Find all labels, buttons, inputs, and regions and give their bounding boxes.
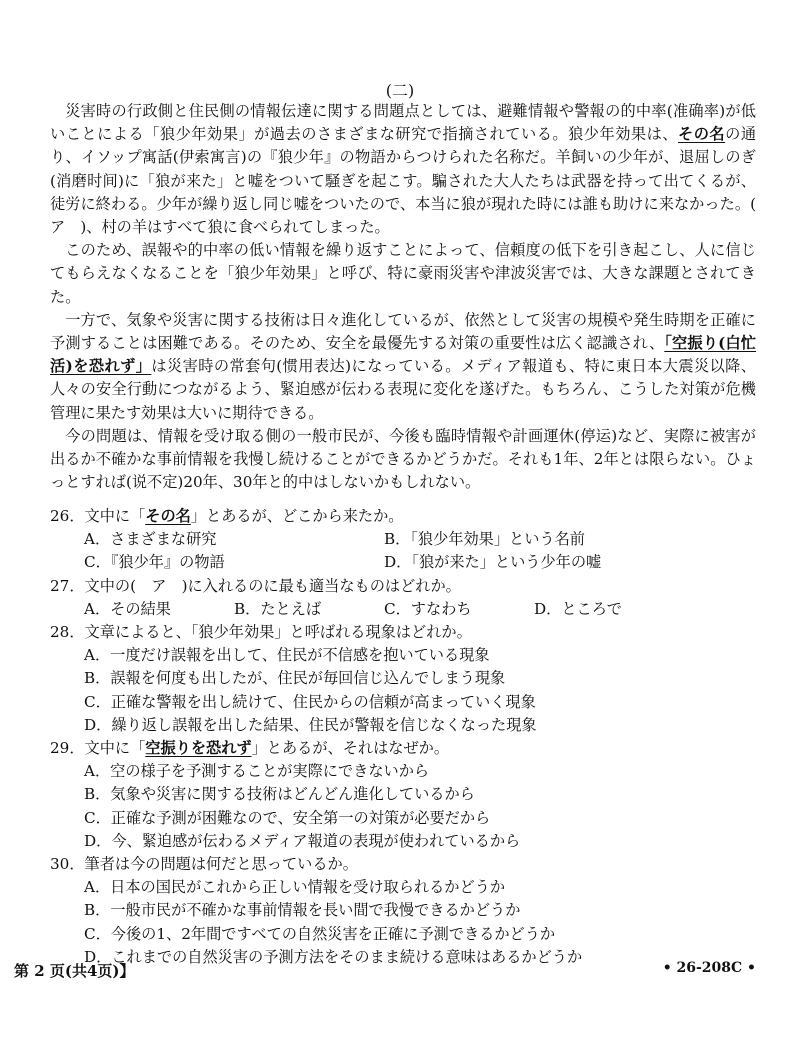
stem-underlined: 空振りを恐れず — [145, 739, 252, 758]
passage-text: 一方で、気象や災害に関する技術は日々進化しているが、依然として災害の規模や発生時期を正確に予測することは困難である。そのため、安全を最優先する対策の重要性は広く認識され、 — [50, 310, 756, 353]
option-b[interactable]: B．一般市民が不確かな事前情報を長い間で我慢できるかどうか — [84, 901, 521, 920]
option-c[interactable]: C．すなわち — [384, 599, 472, 618]
underlined-phrase-sono-na: その名 — [678, 125, 726, 144]
option-c[interactable]: C．『狼少年』の物語 — [84, 553, 225, 572]
question-stem: 30．筆者は今の問題は何だと思っているか。 — [50, 855, 358, 874]
question-stem — [50, 505, 770, 528]
option-d[interactable]: D．ところで — [534, 599, 622, 618]
option-c[interactable]: C．正確な警報を出し続けて、住民からの信頼が高まっていく現象 — [84, 692, 536, 711]
question-27 — [50, 575, 770, 621]
option-d[interactable]: D．今、緊迫感が伝わるメディア報道の表現が使われているから — [84, 831, 521, 850]
answer-options — [50, 598, 770, 621]
stem-text: 29．文中に「 — [50, 739, 146, 758]
option-b[interactable]: B．「狼少年効果」という名前 — [384, 530, 585, 549]
question-stem: 27．文中の( ア )に入れるのに最も適当なものはどれか。 — [50, 576, 461, 595]
answer-options — [50, 760, 770, 853]
option-d[interactable]: D．「狼が来た」という少年の嘘 — [384, 553, 602, 572]
stem-text: 26．文中に「 — [50, 507, 146, 525]
passage-paragraph-4: 今の問題は、情報を受け取る側の一般市民が、今後も臨時情報や計画運休(停运)など、実際に被害が出るか不確かな事前情報を我慢し続けることができるかどうかだ。それも1年、2年とは限らない。ひょっとすれば(说不定)20年、30年と的中はしないかもしれない。 — [50, 426, 756, 492]
section-title: (二) — [385, 81, 415, 100]
question-list — [50, 505, 770, 969]
option-b[interactable]: B．誤報を何度も出したが、住民が毎回信じ込んでしまう現象 — [84, 669, 506, 688]
option-d[interactable]: D．繰り返し誤報を出した結果、住民が警報を信じなくなった現象 — [84, 715, 537, 734]
passage-text: 災害時の行政側と住民側の情報伝達に関する問題点としては、避難情報や警報の的中率(准确率)が低いことによる「狼少年効果」が過去のさまざまな研究で指摘されている。狼少年効果は、 — [50, 102, 756, 144]
option-b[interactable]: B．気象や災害に関する技術はどんどん進化しているから — [84, 785, 475, 804]
option-c[interactable]: C．正確な予測が困難なので、安全第一の対策が必要だから — [84, 808, 491, 827]
option-row — [84, 598, 770, 621]
answer-options — [50, 876, 770, 969]
stem-text: 」とあるが、それはなぜか。 — [251, 739, 450, 758]
answer-options — [50, 644, 770, 737]
question-29 — [50, 737, 770, 853]
passage-text: の通り、イソップ寓話(伊索寓言)の『狼少年』の物語からつけられた名称だ。羊飼いの少年が、退屈しのぎ(消磨时间)に「狼が来た」と嘘をついて騒ぎを起こす。騙された大人たちは武器を持って出てくるが、徒労に終わる。少年が繰り返し同じ嘘をついたので、本当に狼が現れた時には誰も助けに来なかった。( ア )、村の羊はすべて狼に食べられてしまった。 — [50, 125, 772, 237]
reading-passage — [50, 100, 772, 494]
option-a[interactable]: A．その結果 — [84, 599, 171, 618]
question-28 — [50, 621, 770, 737]
option-a[interactable]: A．一度だけ誤報を出して、住民が不信感を抱いている現象 — [84, 646, 490, 665]
passage-paragraph-2: このため、誤報や的中率の低い情報を繰り返すことによって、信頼度の低下を引き起こし、人に信じてもらえなくなることを「狼少年効果」と呼び、特に豪雨災害や津波災害では、大きな課題とされてきた。 — [50, 241, 756, 306]
question-stem — [50, 737, 770, 760]
option-a[interactable]: A．日本の国民がこれから正しい情報を受け取られるかどうか — [84, 878, 506, 897]
underlined-phrase-karaburi: 「空振り(白忙活)を恐れず」 — [50, 334, 756, 376]
option-row — [84, 528, 770, 551]
question-26 — [50, 505, 770, 575]
answer-options — [50, 528, 770, 574]
passage-text: は災害時の常套句(惯用表达)になっている。メディア報道も、特に東日本大震災以降、人々の安全行動につながるよう、緊迫感が伝わる表現に変化を遂げた。もちろん、こうした対策が危機管理に果たす効果は大いに期待できる。 — [50, 357, 756, 422]
option-c[interactable]: C．今後の1、2年間ですべての自然災害を正確に予測できるかどうか — [84, 924, 556, 943]
passage-paragraph-3 — [50, 309, 756, 425]
question-30 — [50, 853, 770, 969]
stem-underlined: その名 — [145, 507, 191, 525]
stem-text: 」とあるが、どこから来たか。 — [190, 507, 404, 525]
passage-paragraph-1 — [50, 100, 772, 239]
option-a[interactable]: A．さまざまな研究 — [84, 530, 217, 549]
option-d[interactable]: D．これまでの自然災害の予測方法をそのまま続ける意味はあるかどうか — [84, 947, 583, 966]
exam-code: • 26-208C • — [662, 960, 756, 976]
option-row — [84, 551, 770, 574]
question-stem: 28．文章によると、「狼少年効果」と呼ばれる現象はどれか。 — [50, 623, 472, 642]
option-b[interactable]: B．たとえば — [234, 599, 322, 618]
option-a[interactable]: A．空の様子を予測することが実際にできないから — [84, 762, 430, 781]
page-number: 第 2 页(共4页)】 — [14, 962, 135, 980]
